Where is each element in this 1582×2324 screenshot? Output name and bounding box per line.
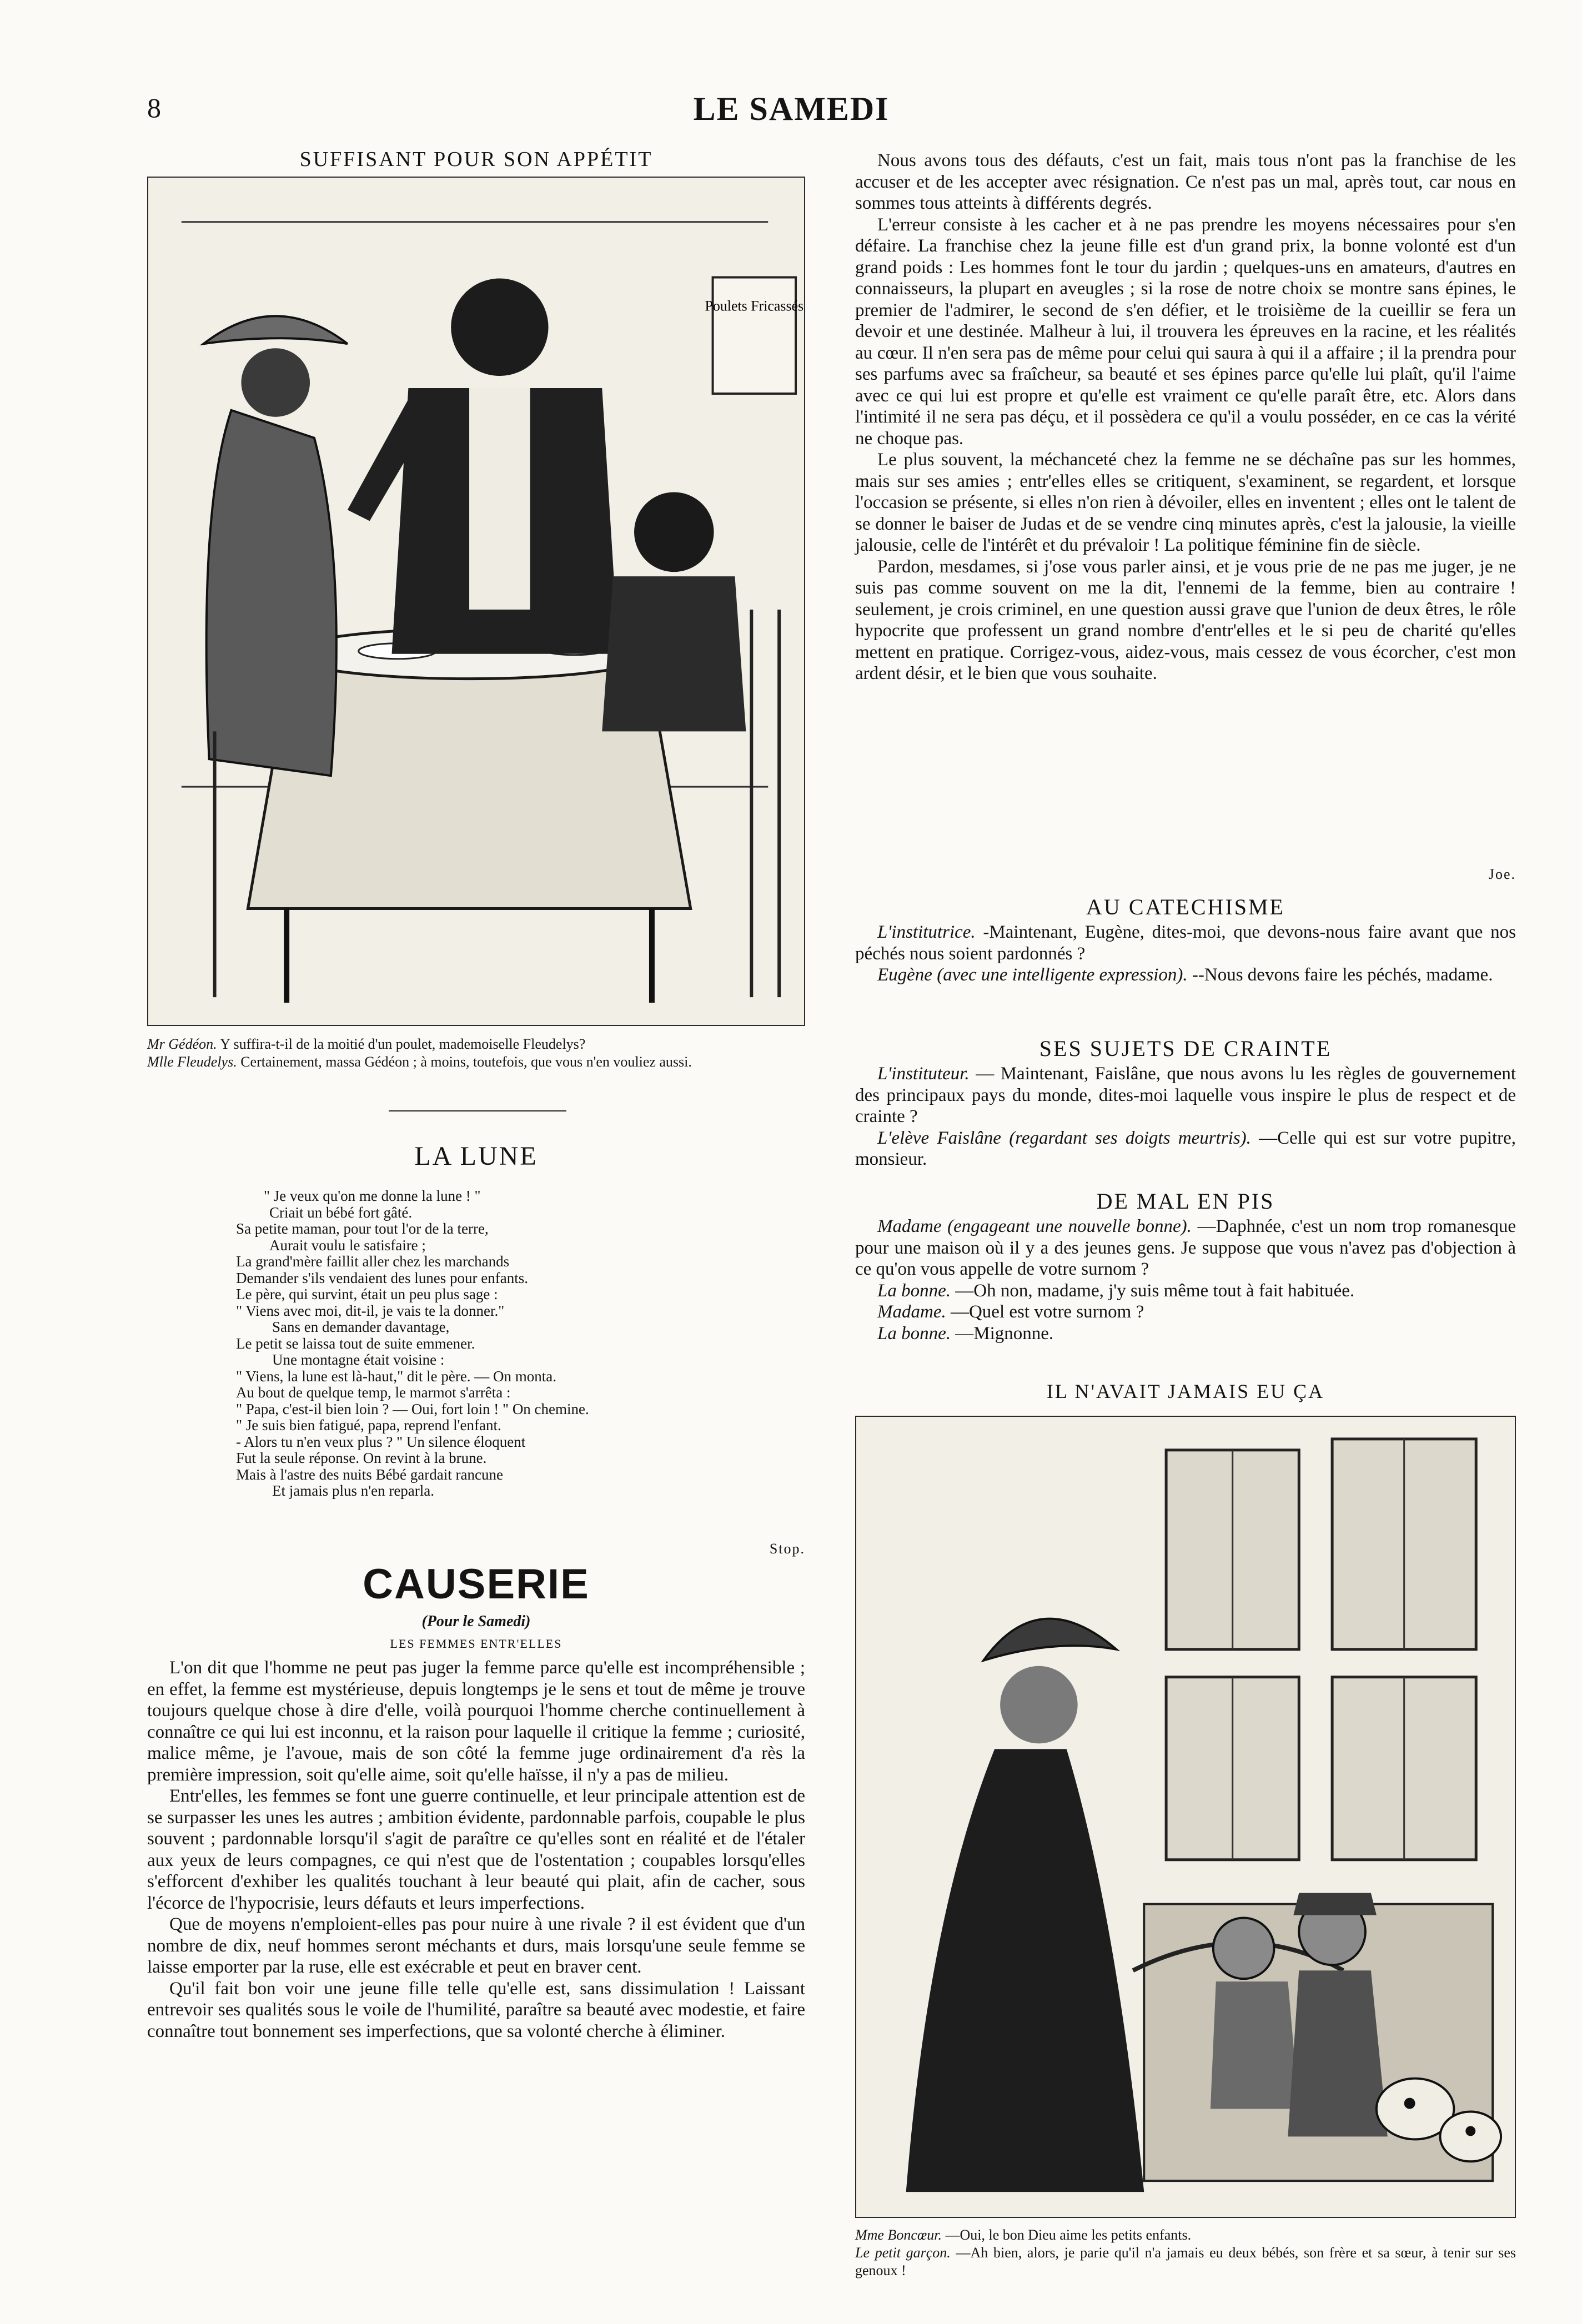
poem-line: Sans en demander davantage, (272, 1319, 450, 1335)
causerie-title: CAUSERIE (363, 1561, 590, 1608)
cartoon2-line1: —Oui, le bon Dieu aime les petits enfants. (945, 2227, 1192, 2243)
catechisme-body (855, 922, 1516, 986)
causerie-signature: Joe. (1488, 866, 1516, 882)
cartoon2-caption (855, 2226, 1516, 2280)
crainte-speaker1: L'instituteur. (877, 1064, 970, 1084)
poem-line: - Alors tu n'en veux plus ? " Un silence éloquent (236, 1433, 526, 1450)
crainte-line1: — Maintenant, Faislâne, que nous avons lu les règles de gouvernement des principaux pays du monde, dites-moi laquelle vous inspire le plus de respect et de crainte ? (855, 1064, 1516, 1126)
poem-line: Au bout de quelque temp, le marmot s'arrêta : (236, 1384, 511, 1401)
causerie-paragraph: Pardon, mesdames, si j'ose vous parler ainsi, et je vous prie de ne pas me juger, je ne suis pas comme souvent on me la dit, l'ennemi de la femme, bien au contraire ! seulement, je crois criminel, en une question aussi grave que l'union de deux êtres, le rôle hypocrite que professent un grand nombre d'entr'elles et le si peu de charité qu'elles mettent en pratique. Corrigez-vous, aidez-vous, mais cessez de vous écorcher, c'est mon ardent désir, et le bien que vous souhaite. (855, 556, 1516, 683)
poem-line: La grand'mère faillit aller chez les marchands (236, 1253, 510, 1270)
poem-line: " Viens avec moi, dit-il, je vais te la donner." (236, 1302, 505, 1319)
catechisme-speaker2: Eugène (avec une intelligente expression). (877, 965, 1188, 985)
catechisme-title: AU CATECHISME (1086, 894, 1285, 919)
mal-speaker4: La bonne. (877, 1323, 951, 1344)
poem-line: Mais à l'astre des nuits Bébé gardait rancune (236, 1466, 503, 1483)
cartoon1-caption (147, 1035, 805, 1071)
causerie-paragraph: Qu'il fait bon voir une jeune fille telle qu'elle est, sans dissimulation ! Laissant entrevoir ses qualités sous le voile de l'humilité, paraître sa beauté avec modestie, et faire connaître tout bonnement ses imperfections, que sa volonté cherche à éliminer. (147, 1978, 805, 2041)
cartoon2-speaker2: Le petit garçon. (855, 2245, 951, 2261)
mal-body (855, 1216, 1516, 1344)
poem-line: " Viens, la lune est là-haut," dit le père. — On monta. (236, 1367, 557, 1385)
page-number: 8 (147, 92, 161, 123)
causerie-section: LES FEMMES ENTR'ELLES (390, 1637, 563, 1651)
crainte-speaker2: L'elève Faislâne (regardant ses doigts meurtris). (877, 1128, 1251, 1148)
poem-line: Le père, qui survint, était un peu plus sage : (236, 1286, 498, 1302)
mal-title: DE MAL EN PIS (1096, 1189, 1275, 1214)
crainte-line2: —Celle qui est sur votre pupitre, monsieur. (855, 1128, 1516, 1169)
poem-line: " Je veux qu'on me donne la lune ! " (264, 1188, 481, 1204)
causerie-body-left (147, 1657, 805, 2042)
causerie-paragraph: Nous avons tous des défauts, c'est un fait, mais tous n'ont pas la franchise de les accuser et de les accepter avec résignation. Ce n'est pas un mal, après tout, car nous en sommes tous atteints à différents degrés. (855, 150, 1516, 213)
poem-line: " Papa, c'est-il bien loin ? — Oui, fort loin ! " On chemine. (236, 1400, 589, 1417)
mal-speaker3: Madame. (877, 1302, 946, 1322)
mal-speaker2: La bonne. (877, 1280, 951, 1301)
poem-line: Et jamais plus n'en reparla. (272, 1482, 435, 1499)
mal-line4: —Mignonne. (955, 1323, 1054, 1344)
cartoon2-title: IL N'AVAIT JAMAIS EU ÇA (1046, 1380, 1325, 1402)
causerie-body-right (855, 150, 1516, 685)
cartoon1-sign-text: Poulets Fricassés (705, 298, 804, 314)
crainte-body (855, 1063, 1516, 1170)
causerie-paragraph: L'on dit que l'homme ne peut pas juger la femme parce qu'elle est incompréhensible ; en effet, la femme est mystérieuse, depuis longtemps je le sens et tout de même je trouve toujours quelque chose à dire d'elle, voilà pourquoi l'homme cherche continuellement à connaître ce qui lui est inconnu, et la raison pour laquelle il critique la femme ; curiosité, malice même, je l'avoue, mais de son côté la femme juge ordinairement d'a rès la première impression, soit qu'elle aime, soit qu'elle haïsse, il n'y a pas de milieu. (147, 1658, 805, 1785)
poem-line: Une montagne était voisine : (272, 1351, 445, 1368)
causerie-paragraph: Le plus souvent, la méchanceté chez la femme ne se déchaîne pas sur les hommes, mais sur ses amies ; entr'elles elles se critiquent, s'examinent, se regardent, et lorsque l'occasion se présente, si elles n'on rien à dévoiler, elles en inventent ; elles ont le talent de se donner le baiser de Judas et de se vendre cinq minutes après, c'est la jalousie, la vieille jalousie, celle de l'intérêt et du prévaloir ! La politique féminine fin de siècle. (855, 450, 1516, 555)
cartoon1-speaker2: Mlle Fleudelys. (147, 1054, 237, 1070)
poem-line: Sa petite maman, pour tout l'or de la terre, (236, 1220, 489, 1237)
poem-line: " Je suis bien fatigué, papa, reprend l'enfant. (236, 1417, 501, 1433)
crainte-title: SES SUJETS DE CRAINTE (1039, 1036, 1332, 1061)
poem-line: Criait un bébé fort gâté. (269, 1204, 413, 1221)
mal-line3: —Quel est votre surnom ? (950, 1302, 1144, 1322)
catechisme-line2: --Nous devons faire les péchés, madame. (1192, 965, 1493, 985)
lune-signature: Stop. (769, 1541, 805, 1557)
causerie-paragraph: Que de moyens n'emploient-elles pas pour nuire à une rivale ? il est évident que d'un nombre de dix, neuf hommes seront méchants et durs, mais lorsqu'une seule femme se laisse emporter par la ruse, elle est exécrable et peut en braver cent. (147, 1914, 805, 1977)
mal-line2: —Oh non, madame, j'y suis même tout à fait habituée. (955, 1280, 1355, 1301)
cartoon1-speaker1: Mr Gédéon. (147, 1036, 217, 1052)
poem-line: Aurait voulu le satisfaire ; (269, 1236, 426, 1254)
cartoon2-line2: —Ah bien, alors, je parie qu'il n'a jamais eu deux bébés, son frère et sa sœur, à tenir sur ses genoux ! (855, 2245, 1516, 2278)
divider (389, 1110, 566, 1111)
poem-line: Demander s'ils vendaient des lunes pour enfants. (236, 1269, 528, 1286)
cartoon1-title: SUFFISANT POUR SON APPÉTIT (299, 148, 653, 171)
cartoon2-illustration (855, 1416, 1516, 2218)
mal-speaker1: Madame (engageant une nouvelle bonne). (877, 1216, 1192, 1236)
causerie-paragraph: Entr'elles, les femmes se font une guerre continuelle, et leur principale attention est de se surpasser les unes les autres ; ambition évidente, pardonnable parfois, coupable le plus souvent ; pardonnable lorsqu'il s'agit de paraître ce qu'elles sont en réalité et de l'étaler aux yeux de leurs compagnes, ce qui n'est que de l'ostentation ; coupables lorsqu'elles s'efforcent d'exhiber les qualités touchant à leur beauté qui plait, afin de cacher, sous l'écorce de l'hypocrisie, leurs défauts et leurs imperfections. (147, 1786, 805, 1913)
lune-title: LA LUNE (414, 1141, 538, 1171)
poem-line: Fut la seule réponse. On revint à la brune. (236, 1450, 487, 1466)
cartoon1-line1: Y suffira-t-il de la moitié d'un poulet, mademoiselle Fleudelys? (220, 1036, 586, 1052)
causerie-subtitle: (Pour le Samedi) (421, 1613, 531, 1630)
lune-poem (147, 1188, 805, 1500)
poem-line: Le petit se laissa tout de suite emmener. (236, 1335, 475, 1352)
catechisme-speaker1: L'institutrice. (877, 922, 976, 942)
causerie-paragraph: L'erreur consiste à les cacher et à ne pas prendre les moyens nécessaires pour s'en défaire. La franchise chez la jeune fille est d'un grand prix, la bonne volonté est d'un grand poids : Les hommes font le tour du jardin ; quelques-uns en amateurs, d'autres en connaisseurs, la plupart en aveugles ; si la rose de notre choix se montre sans épines, le premier de l'admirer, le second de s'en défier, et le troisième de la cueillir se fera un devoir et une destinée. Malheur à lui, il trouvera les épreuves en la racine, et les réalités au cœur. Il n'en sera pas de même pour celui qui saura à qui il a affaire ; il la prendra pour ses parfums avec sa fraîcheur, sa beauté et ses épines parce qu'elle lui plaît, qu'il l'aime avec ce qui lui est propre et qu'elle est vraiment ce qu'elle paraît être, etc. Alors dans l'intimité il ne sera pas déçu, et il possèdera ce qu'il a voulu posséder, en ce cas la vérité ne choque pas. (855, 214, 1516, 449)
cartoon1-line2: Certainement, massa Gédéon ; à moins, toutefois, que vous n'en vouliez aussi. (240, 1054, 692, 1070)
mal-line1: —Daphnée, c'est un nom trop romanesque pour une maison où il y a des jeunes gens. Je suppose que vous n'avez pas d'objection à ce qu'on vous appelle de votre surnom ? (855, 1216, 1516, 1279)
masthead-title: LE SAMEDI (693, 90, 890, 127)
catechisme-line1: -Maintenant, Eugène, dites-moi, que devons-nous faire avant que nos péchés nous soient pardonnés ? (855, 922, 1516, 964)
cartoon2-speaker1: Mme Boncœur. (855, 2227, 942, 2243)
cartoon1-illustration (147, 177, 805, 1026)
